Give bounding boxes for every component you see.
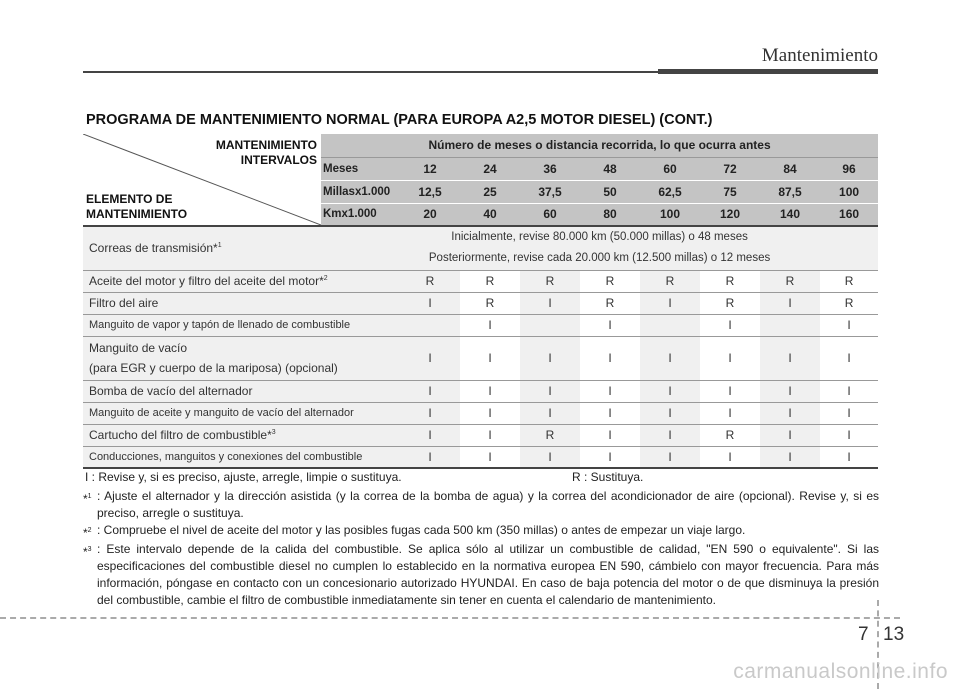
table-row [83,336,878,380]
schedule-cell: I [700,402,760,424]
schedule-cell: I [820,336,878,380]
schedule-cell: I [820,402,878,424]
schedule-cell: I [520,292,580,314]
item-label: Manguito de aceite y manguito de vacío del alternador [83,402,400,424]
page-number: 13 [883,624,905,645]
schedule-cell: I [580,314,640,336]
schedule-cell: R [700,292,760,314]
item-label: Manguito de vacío (para EGR y cuerpo de la mariposa) (opcional) [83,336,400,380]
schedule-cell: I [460,314,520,336]
schedule-cell: I [700,314,760,336]
interval-row-km: Kmx1.000 20 40 60 80 100 120 140 160 [83,203,878,226]
schedule-cell: I [760,402,820,424]
table-row [83,424,878,446]
schedule-cell: R [460,292,520,314]
schedule-cell: I [700,336,760,380]
schedule-cell: I [640,446,700,468]
schedule-cell: I [460,402,520,424]
schedule-cell: R [700,424,760,446]
chapter-number: 7 [858,624,869,645]
corner-element-label: ELEMENTO DE MANTENIMIENTO [86,192,188,221]
schedule-cell: R [820,292,878,314]
item-label: Correas de transmisión*$^1$ [83,226,321,270]
schedule-cell: I [820,314,878,336]
schedule-cell: R [760,270,820,292]
schedule-cell: I [400,446,460,468]
page-header-title: Mantenimiento [761,45,878,66]
section-title: PROGRAMA DE MANTENIMIENTO NORMAL (PARA EUROPA A2,5 MOTOR DIESEL) (CONT.) [86,112,713,128]
schedule-cell: I [640,424,700,446]
legend [85,470,880,484]
schedule-cell: I [820,380,878,402]
item-label: Conducciones, manguitos y conexiones del combustible [83,446,400,468]
table-row [83,270,878,292]
schedule-cell: I [760,292,820,314]
watermark: carmanualsonline.info [733,660,948,683]
table-corner-header [83,134,321,226]
schedule-cell: I [640,336,700,380]
table-row [83,226,878,270]
maintenance-schedule-table [83,134,878,469]
schedule-cell: I [640,380,700,402]
schedule-cell: R [400,270,460,292]
schedule-cell: I [400,424,460,446]
schedule-cell: I [580,402,640,424]
footnote-3: *$^3$ : Este intervalo depende de la calida del combustible. Se aplica sólo al utilizar un combustible de calidad, "EN 590 o equivalente". Si las especificaciones del combustible diesel no cumplen lo establecido en la normativa europea EN 590, cámbielo con mayor frecuencia. Para más información, póngase en contacto con un concesionario autorizado HYUNDAI. En caso de baja potencia del motor o de que disminuya la presión del combustible, cambie el filtro de combustible inmediatamente sin tener en cuenta el calendario de mantenimiento. [83,542,879,607]
schedule-cell: R [580,270,640,292]
interval-row-months: Meses 12 24 36 48 60 72 84 96 [83,157,878,180]
schedule-cell [760,314,820,336]
schedule-cell [640,314,700,336]
schedule-cell: I [700,380,760,402]
legend-replace: R : Sustituya. [572,470,644,484]
schedule-cell: I [760,336,820,380]
item-label: Bomba de vacío del alternador [83,380,400,402]
schedule-cell: I [580,380,640,402]
item-label: Manguito de vapor y tapón de llenado de combustible [83,314,400,336]
interval-row-miles: Millasx1.000 12,5 25 37,5 50 62,5 75 87,5 100 [83,180,878,203]
table-row [83,314,878,336]
item-label: Cartucho del filtro de combustible*$^3$ [83,424,400,446]
schedule-cell: R [460,270,520,292]
table-row [83,380,878,402]
footnote-1: *$^1$ : Ajuste el alternador y la dirección asistida (y la correa de la bomba de agua) y la correa del acondicionador de aire (opcional). Revise y, si es preciso, arregle o sustituya. [83,489,879,520]
schedule-cell: I [580,446,640,468]
schedule-cell: R [520,424,580,446]
schedule-cell: I [520,402,580,424]
schedule-cell: I [460,336,520,380]
schedule-cell: R [700,270,760,292]
schedule-cell: I [460,380,520,402]
interval-header: Número de meses o distancia recorrida, lo que ocurra antes [321,134,878,157]
corner-intervals-label: MANTENIMIENTO INTERVALOS [215,138,317,167]
schedule-cell: I [400,402,460,424]
schedule-cell: I [400,336,460,380]
schedule-cell [520,314,580,336]
schedule-cell: R [820,270,878,292]
schedule-cell: I [400,380,460,402]
schedule-cell: I [640,292,700,314]
table-row [83,446,878,468]
schedule-cell: I [580,424,640,446]
schedule-cell: I [760,446,820,468]
table-row [83,402,878,424]
schedule-cell: I [520,380,580,402]
schedule-cell: R [580,292,640,314]
footer-divider [0,617,900,619]
schedule-cell: I [640,402,700,424]
item-label: Filtro del aire [83,292,400,314]
item-label: Aceite del motor y filtro del aceite del motor*$^2$ [83,270,400,292]
schedule-cell: I [400,292,460,314]
schedule-cell: I [460,446,520,468]
schedule-cell [400,314,460,336]
header-rule-accent [658,69,878,74]
schedule-cell: I [580,336,640,380]
schedule-cell: I [520,336,580,380]
schedule-cell: I [820,446,878,468]
schedule-cell: R [640,270,700,292]
table-row [83,292,878,314]
schedule-cell: R [520,270,580,292]
schedule-cell: I [760,380,820,402]
legend-inspect: I : Revise y, si es preciso, ajuste, arregle, limpie o sustituya. [85,470,402,484]
schedule-cell: I [820,424,878,446]
footnote-2: *$^2$ : Compruebe el nivel de aceite del motor y las posibles fugas cada 500 km (350 millas) o antes de empezar un viaje largo. [83,523,746,540]
schedule-cell: I [460,424,520,446]
schedule-cell: I [520,446,580,468]
schedule-cell: I [760,424,820,446]
schedule-cell: I [700,446,760,468]
belt-inspection-note: Inicialmente, revise 80.000 km (50.000 millas) o 48 meses Posteriormente, revise cada 20.000 km (12.500 millas) o 12 meses [321,226,878,270]
